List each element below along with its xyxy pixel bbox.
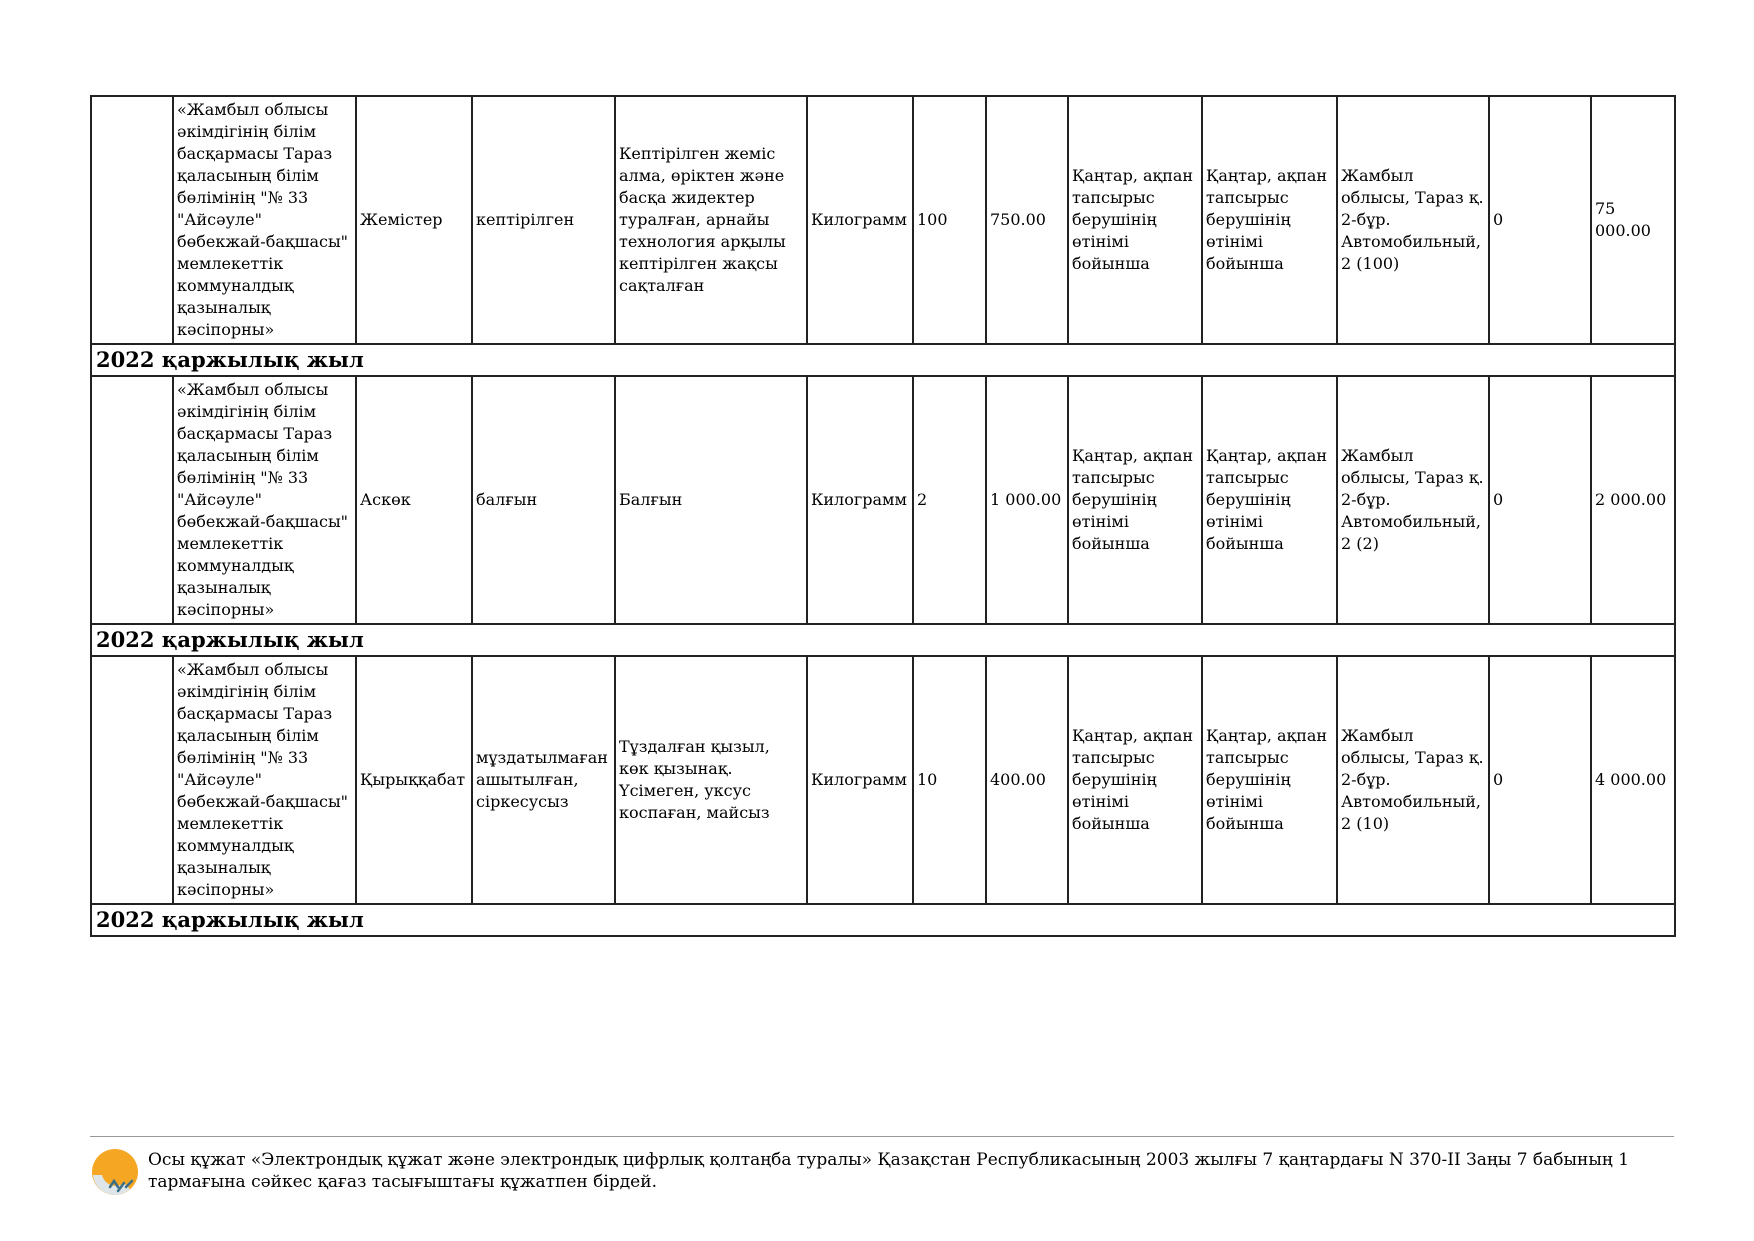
cell-delivery-terms: Қаңтар, ақпан тапсырыс берушінің өтінімі бойынша: [1202, 656, 1337, 904]
fiscal-year-label: 2022 қаржылық жыл: [91, 904, 1675, 936]
cell-delivery-period: Қаңтар, ақпан тапсырыс берушінің өтінімі бойынша: [1068, 656, 1202, 904]
cell-place: Жамбыл облысы, Тараз қ. 2-бұр. Автомобильный, 2 (10): [1337, 656, 1489, 904]
cell-place: Жамбыл облысы, Тараз қ. 2-бұр. Автомобильный, 2 (2): [1337, 376, 1489, 624]
cell-quantity: 2: [913, 376, 986, 624]
cell-quantity: 10: [913, 656, 986, 904]
cell-number: [91, 656, 173, 904]
cell-additional-characteristic: Балғын: [615, 376, 807, 624]
cell-quantity: 100: [913, 96, 986, 344]
cell-price: 1 000.00: [986, 376, 1068, 624]
cell-customer: «Жамбыл облысы әкімдігінің білім басқармасы Тараз қаласының білім бөлімінің "№ 33 "Айсәуле" бөбекжай-бақшасы" мемлекеттік коммуналдық қазыналық кәсіпорны»: [173, 376, 356, 624]
fiscal-year-label: 2022 қаржылық жыл: [91, 624, 1675, 656]
cell-unit: Килограмм: [807, 376, 913, 624]
cell-price: 400.00: [986, 656, 1068, 904]
cell-customer: «Жамбыл облысы әкімдігінің білім басқармасы Тараз қаласының білім бөлімінің "№ 33 "Айсәуле" бөбекжай-бақшасы" мемлекеттік коммуналдық қазыналық кәсіпорны»: [173, 96, 356, 344]
e-signature-seal-icon: [90, 1147, 140, 1197]
legal-note: Осы құжат «Электрондық құжат және электрондық цифрлық қолтаңба туралы» Қазақстан Республикасының 2003 жылғы 7 қаңтардағы N 370-II Заңы 7 бабының 1 тармағына сәйкес қағаз тасығыштағы құжатпен бірдей.: [148, 1150, 1630, 1192]
cell-name: Қырыққабат: [356, 656, 472, 904]
cell-name: Жемістер: [356, 96, 472, 344]
fiscal-year-label: 2022 қаржылық жыл: [91, 344, 1675, 376]
cell-additional-characteristic: Кептірілген жеміс алма, өріктен және басқа жидектер туралған, арнайы технология арқылы кептірілген жақсы сақталған: [615, 96, 807, 344]
cell-short-characteristic: кептірілген: [472, 96, 615, 344]
cell-advance: 0: [1489, 96, 1591, 344]
cell-price: 750.00: [986, 96, 1068, 344]
cell-name: Аскөк: [356, 376, 472, 624]
fiscal-year-row: [91, 904, 1675, 936]
cell-advance: 0: [1489, 656, 1591, 904]
fiscal-year-row: [91, 624, 1675, 656]
fiscal-year-row: [91, 344, 1675, 376]
table-row: [91, 96, 1675, 344]
cell-unit: Килограмм: [807, 96, 913, 344]
cell-delivery-terms: Қаңтар, ақпан тапсырыс берушінің өтінімі бойынша: [1202, 376, 1337, 624]
cell-delivery-period: Қаңтар, ақпан тапсырыс берушінің өтінімі бойынша: [1068, 96, 1202, 344]
cell-number: [91, 96, 173, 344]
table-row: [91, 656, 1675, 904]
cell-place: Жамбыл облысы, Тараз қ. 2-бұр. Автомобильный, 2 (100): [1337, 96, 1489, 344]
cell-total: 75 000.00: [1591, 96, 1675, 344]
cell-number: [91, 376, 173, 624]
cell-delivery-terms: Қаңтар, ақпан тапсырыс берушінің өтінімі бойынша: [1202, 96, 1337, 344]
cell-unit: Килограмм: [807, 656, 913, 904]
cell-short-characteristic: мұздатылмаған ашытылған, сіркесусыз: [472, 656, 615, 904]
cell-delivery-period: Қаңтар, ақпан тапсырыс берушінің өтінімі бойынша: [1068, 376, 1202, 624]
cell-total: 4 000.00: [1591, 656, 1675, 904]
procurement-plan-table: [90, 95, 1676, 937]
document-footer: [90, 1136, 1674, 1197]
table-row: [91, 376, 1675, 624]
cell-short-characteristic: балғын: [472, 376, 615, 624]
cell-total: 2 000.00: [1591, 376, 1675, 624]
cell-advance: 0: [1489, 376, 1591, 624]
cell-customer: «Жамбыл облысы әкімдігінің білім басқармасы Тараз қаласының білім бөлімінің "№ 33 "Айсәуле" бөбекжай-бақшасы" мемлекеттік коммуналдық қазыналық кәсіпорны»: [173, 656, 356, 904]
cell-additional-characteristic: Тұздалған қызыл, көк қызынақ. Үсімеген, уксус коспаған, майсыз: [615, 656, 807, 904]
